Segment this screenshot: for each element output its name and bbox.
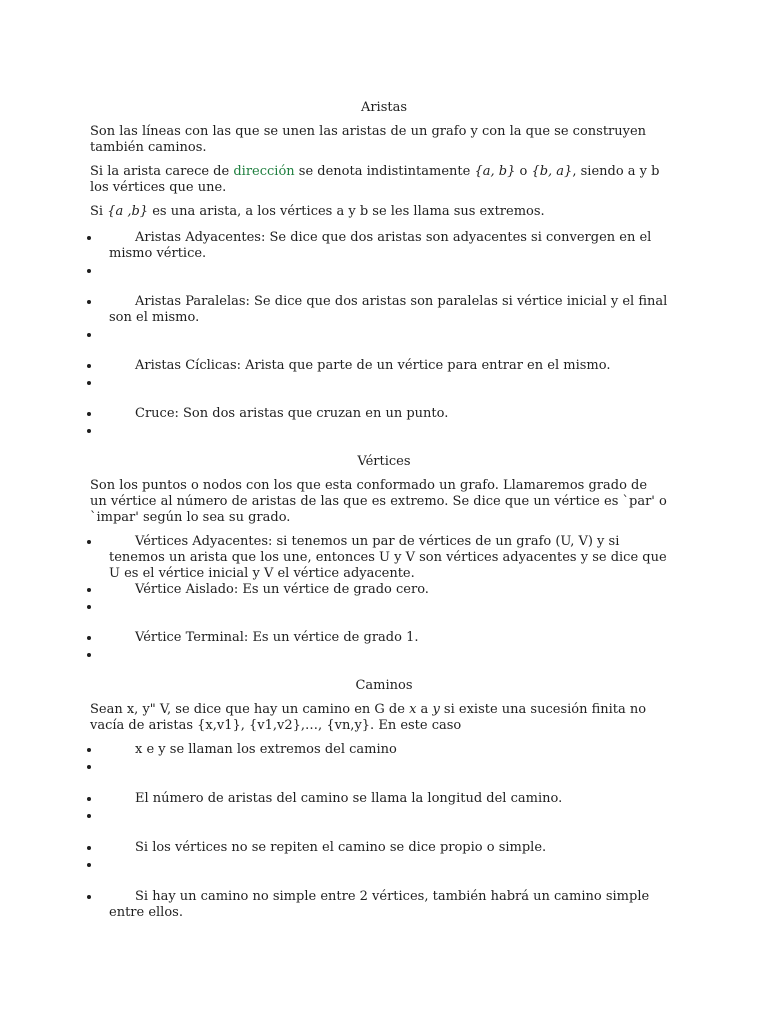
bullet-icon [87,236,91,240]
list-item [90,582,678,598]
list-item-text: Vértice Aislado: Es un vértice de grado cero. [135,582,429,597]
section-heading-caminos: Caminos [355,678,413,693]
section-heading-aristas: Aristas [360,100,408,115]
paragraph-text: Si la arista carece de [90,164,234,179]
list-item-text: El número de aristas del camino se llama la longitud del camino. [135,791,563,806]
list-item [90,534,678,582]
bullet-icon [87,653,91,657]
paragraph-text: o [515,164,532,179]
list-item [90,840,678,856]
empty-list-item [90,327,678,343]
bullet-icon [87,636,91,640]
list-item-text: Si hay un camino no simple entre 2 vértices, también habrá un camino simple [135,889,650,904]
paragraph-line [90,702,678,718]
list-item-text: Vértice Terminal: Es un vértice de grado 1. [135,630,419,645]
bullet-icon [87,797,91,801]
bullet-icon [87,814,91,818]
list-item [90,742,678,758]
empty-list-item [90,423,678,439]
list-item-text: entre ellos. [109,905,183,920]
bullet-icon [87,846,91,850]
edge-notation: {a, b} [474,164,516,179]
paragraph-aristas-extremos [90,204,678,220]
list-item [90,791,678,807]
list-item [90,406,678,422]
paragraph-line: vacía de aristas {x,v1}, {v1,v2},…, {vn,y}. En este caso [90,718,462,733]
list-item [90,630,678,646]
bullet-icon [87,895,91,899]
empty-list-item [90,808,678,824]
paragraph-caminos-definition [90,702,678,734]
list-item-text: x e y se llaman los extremos del camino [135,742,397,757]
bullet-icon [87,333,91,337]
paragraph-line [90,204,678,220]
bullet-icon [87,412,91,416]
bullet-icon [87,748,91,752]
list-item [90,889,678,921]
empty-list-item [90,599,678,615]
paragraph-line: `impar' según lo sea su grado. [90,510,291,525]
list-item [90,294,678,326]
paragraph-line: Son los puntos o nodos con los que esta conformado un grafo. Llamaremos grado de [90,478,648,493]
paragraph-line: los vértices que une. [90,180,227,195]
empty-list-item [90,857,678,873]
list-item-text: Aristas Paralelas: Se dice que dos aristas son paralelas si vértice inicial y el final [135,294,668,309]
list-item-text: tenemos un arista que los une, entonces U y V son vértices adyacentes y se dice que [109,550,667,565]
paragraph-text: a [416,702,433,717]
section-heading-vertices: Vértices [357,454,411,469]
paragraph-text: Si [90,204,108,219]
paragraph-line: Son las líneas con las que se unen las aristas de un grafo y con la que se construyen [90,124,647,139]
edge-notation: {a ,b} [107,204,149,219]
aristas-list [90,230,678,439]
list-item-text: son el mismo. [109,310,200,325]
paragraph-line: un vértice al número de aristas de las que es extremo. Se dice que un vértice es `par' o [90,494,667,509]
bullet-icon [87,381,91,385]
paragraph-text: , siendo a y b [572,164,660,179]
vertices-list [90,534,678,663]
bullet-icon [87,429,91,433]
list-item-text: mismo vértice. [109,246,207,261]
bullet-icon [87,605,91,609]
bullet-icon [87,269,91,273]
paragraph-text: Sean x, y" V, se dice que hay un camino en G de [90,702,410,717]
list-item-text: Vértices Adyacentes: si tenemos un par de vértices de un grafo (U, V) y si [135,534,620,549]
bullet-icon [87,765,91,769]
bullet-icon [87,300,91,304]
variable-y: y [432,702,440,717]
bullet-icon [87,364,91,368]
paragraph-aristas-notation [90,164,678,196]
paragraph-vertices-definition [90,478,678,526]
paragraph-aristas-definition [90,124,678,156]
list-item-text: Aristas Adyacentes: Se dice que dos aristas son adyacentes si convergen en el [135,230,652,245]
direccion-link[interactable]: dirección [233,164,295,179]
paragraph-line: también caminos. [90,140,207,155]
list-item [90,358,678,374]
list-item-text: Aristas Cíclicas: Arista que parte de un vértice para entrar en el mismo. [135,358,611,373]
paragraph-line [90,164,678,180]
list-item-text: Si los vértices no se repiten el camino se dice propio o simple. [135,840,547,855]
list-item-text: Cruce: Son dos aristas que cruzan en un punto. [135,406,449,421]
bullet-icon [87,588,91,592]
paragraph-text: se denota indistintamente [294,164,475,179]
edge-notation: {b, a} [531,164,573,179]
paragraph-text: es una arista, a los vértices a y b se les llama sus extremos. [148,204,545,219]
list-item [90,230,678,262]
bullet-icon [87,540,91,544]
empty-list-item [90,263,678,279]
empty-list-item [90,759,678,775]
bullet-icon [87,863,91,867]
empty-list-item [90,647,678,663]
variable-x: x [409,702,417,717]
caminos-list [90,742,678,921]
list-item-text: U es el vértice inicial y V el vértice adyacente. [109,566,415,581]
empty-list-item [90,375,678,391]
paragraph-text: si existe una sucesión finita no [439,702,647,717]
